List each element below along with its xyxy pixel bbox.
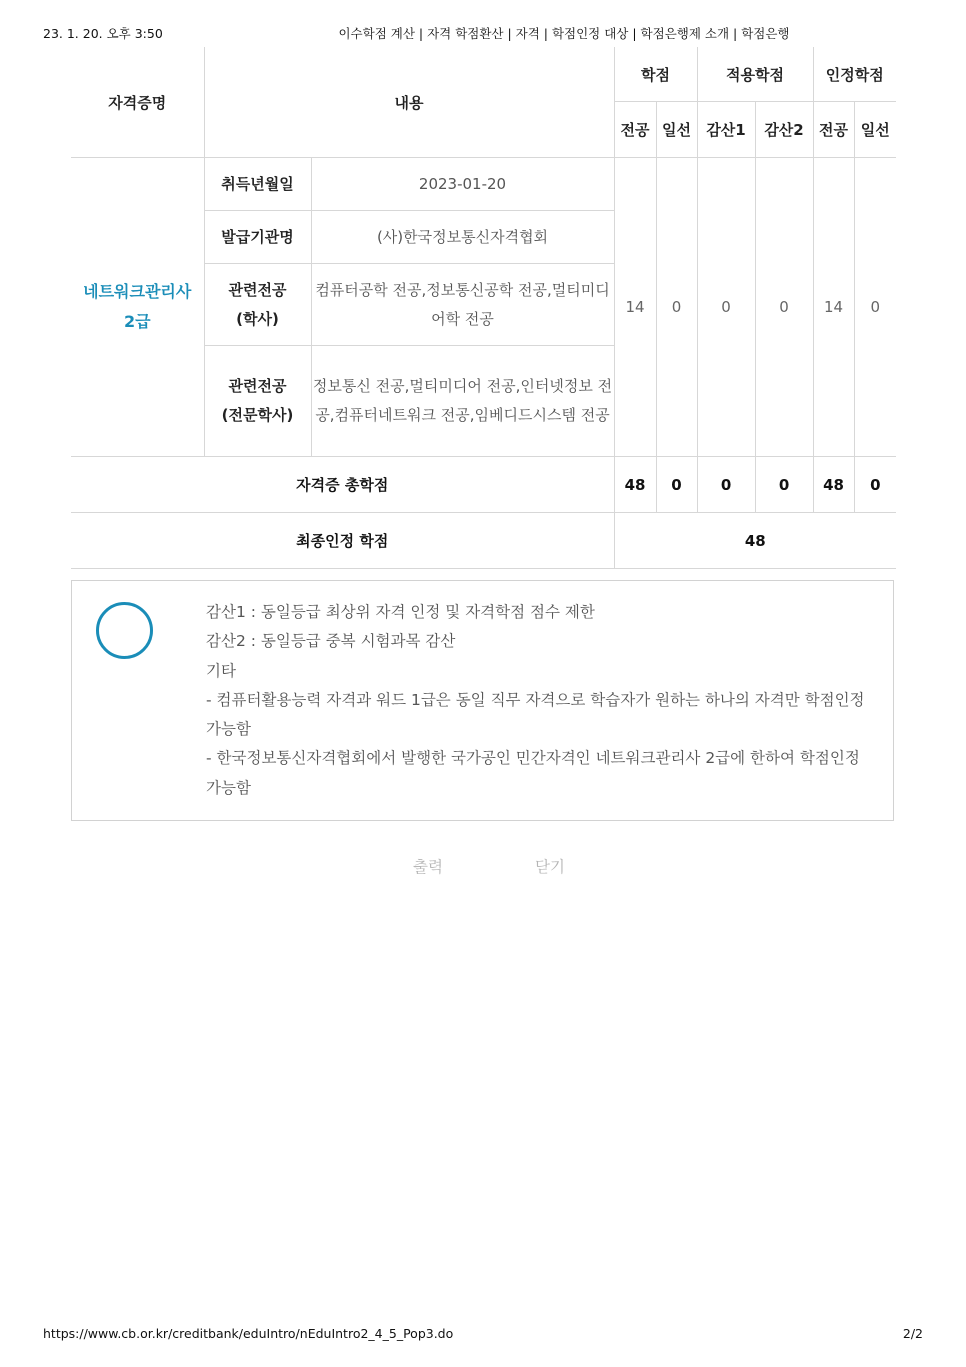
final-row xyxy=(71,513,896,569)
header-content: 내용 xyxy=(204,47,614,158)
certificate-name-line1: 네트워크관리사 xyxy=(83,282,192,301)
page-number: 2/2 xyxy=(902,1326,923,1341)
certificate-name-line2: 2급 xyxy=(123,312,151,331)
row-label-related-major-associate xyxy=(204,346,311,457)
row-label-related-major-bachelor xyxy=(204,264,311,346)
print-page-title: 이수학점 계산 | 자격 학점환산 | 자격 | 학점인정 대상 | 학점은행제 소개 | 학점은행 xyxy=(338,26,790,41)
deduction2-value: 0 xyxy=(755,158,813,457)
note-line: - 컴퓨터활용능력 자격과 워드 1급은 동일 직무 자격으로 학습자가 원하는 하나의 자격만 학점인정 가능함 xyxy=(206,690,865,739)
close-button[interactable]: 닫기 xyxy=(535,858,565,876)
header-applied-credit: 적용학점 xyxy=(697,47,813,102)
total-recognized-general: 0 xyxy=(854,457,896,513)
total-general: 0 xyxy=(656,457,697,513)
row-label-line1: 관련전공 xyxy=(228,280,287,299)
total-recognized-major: 48 xyxy=(813,457,854,513)
deduction1-value: 0 xyxy=(697,158,755,457)
header-cert-name: 자격증명 xyxy=(71,47,204,158)
recognized-general-value: 0 xyxy=(854,158,896,457)
header-credit: 학점 xyxy=(614,47,697,102)
header-recognized-credit: 인정학점 xyxy=(813,47,896,102)
recognized-major-value: 14 xyxy=(813,158,854,457)
note-line: 감산1 : 동일등급 최상위 자격 인정 및 자격학점 점수 제한 xyxy=(206,603,595,621)
print-header xyxy=(43,24,923,42)
row-value-related-major-bachelor: 컴퓨터공학 전공,정보통신공학 전공,멀티미디어학 전공 xyxy=(311,264,614,346)
row-label-line2: (전문학사) xyxy=(221,406,294,424)
note-line: 감산2 : 동일등급 중복 시험과목 감산 xyxy=(206,632,456,651)
row-value-issuer: (사)한국정보통신자격협회 xyxy=(311,211,614,264)
certificate-name xyxy=(71,158,204,457)
note-line: 기타 xyxy=(206,661,236,680)
subheader-general: 일선 xyxy=(656,102,697,158)
subheader-recognized-general: 일선 xyxy=(854,102,896,158)
print-button[interactable]: 출력 xyxy=(413,858,443,876)
row-label-line1: 관련전공 xyxy=(228,377,287,395)
circle-icon xyxy=(96,602,153,659)
row-value-related-major-associate: 정보통신 전공,멀티미디어 전공,인터넷정보 전공,컴퓨터네트워크 전공,임베디드시스템 전공 xyxy=(311,346,614,457)
total-label: 자격증 총학점 xyxy=(71,457,614,513)
notes-text xyxy=(206,598,866,803)
credit-table xyxy=(71,47,896,569)
row-label-line2: (학사) xyxy=(236,309,279,328)
button-bar xyxy=(0,855,966,879)
subheader-deduction1: 감산1 xyxy=(697,102,755,158)
final-label: 최종인정 학점 xyxy=(71,513,614,569)
row-label-acquired-date: 취득년월일 xyxy=(204,158,311,211)
table-row xyxy=(71,158,896,211)
subheader-major: 전공 xyxy=(614,102,656,158)
row-label-issuer: 발급기관명 xyxy=(204,211,311,264)
print-date: 23. 1. 20. 오후 3:50 xyxy=(43,26,163,41)
row-value-acquired-date: 2023-01-20 xyxy=(311,158,614,211)
page-url: https://www.cb.or.kr/creditbank/eduIntro/nEduIntro2_4_5_Pop3.do xyxy=(43,1326,454,1341)
final-value: 48 xyxy=(614,513,896,569)
notes-box xyxy=(71,580,894,821)
total-row xyxy=(71,457,896,513)
subheader-deduction2: 감산2 xyxy=(755,102,813,158)
total-deduction1: 0 xyxy=(697,457,755,513)
note-line: - 한국정보통신자격협회에서 발행한 국가공인 민간자격인 네트워크관리사 2급에 한하여 학점인정 가능함 xyxy=(206,749,860,797)
subheader-recognized-major: 전공 xyxy=(813,102,854,158)
credit-general-value: 0 xyxy=(656,158,697,457)
credit-major-value: 14 xyxy=(614,158,656,457)
total-deduction2: 0 xyxy=(755,457,813,513)
total-major: 48 xyxy=(614,457,656,513)
